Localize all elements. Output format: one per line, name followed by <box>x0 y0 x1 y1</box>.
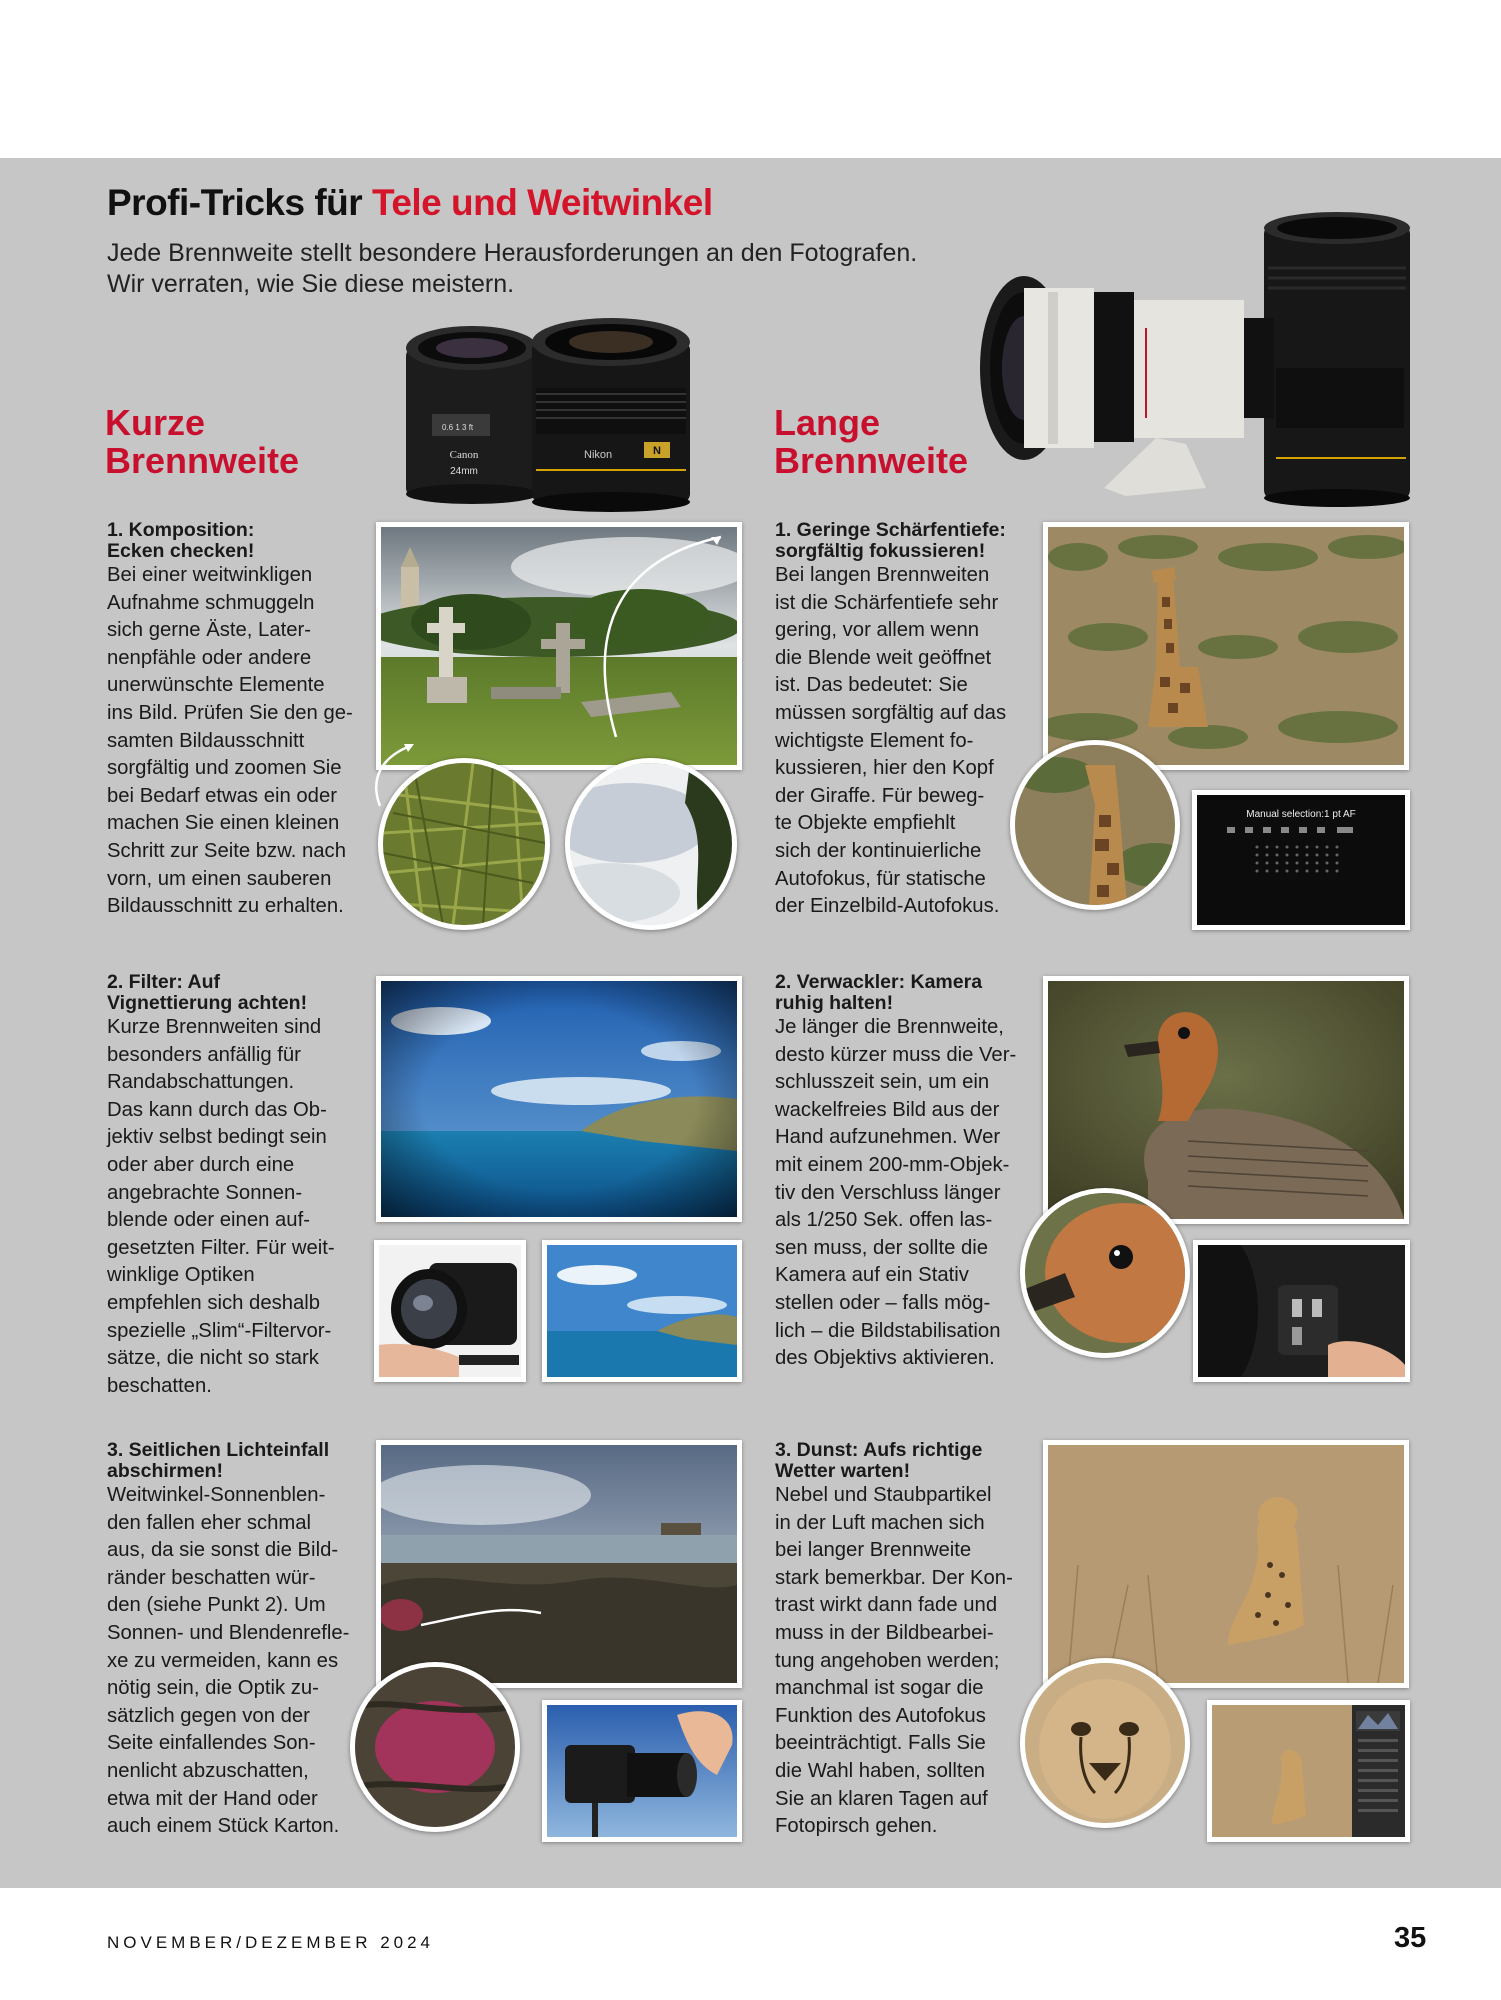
section-heading-short: Kurze Brennweite <box>105 402 300 481</box>
cheetah-face-zoom-circle <box>1020 1658 1190 1828</box>
coast-no-vignette-photo <box>542 1240 742 1382</box>
af-mode-screen <box>1192 790 1410 930</box>
stabilizer-switch-photo <box>1193 1240 1410 1382</box>
coast-vignette-photo <box>376 976 742 1222</box>
tip-right-1: 1. Geringe Schärfentiefe: sorgfältig fokussieren! Bei langen Brennweiten ist die Schärfentiefe sehr gering, vor allem wenn die Blende weit geöffnet ist. Das bedeutet: Sie müssen sorgfältig auf das wichtigste Element fo- kussieren, hier den Kopf der Giraffe. Für beweg- te Objekte empfiehlt sich der kontinuierliche Autofokus, für statische der Einzelbild-Autofokus. <box>775 519 1007 918</box>
cheetah-photo <box>1043 1440 1409 1688</box>
hand-shading-photo <box>542 1700 742 1842</box>
tip-left-3: 3. Seitlichen Lichteinfall abschirmen! Weitwinkel-Sonnenblen- den fallen eher schmal aus, da sie sonst die Bild- ränder beschatten wür- den (siehe Punkt 2). Um Sonnen- und Blendenrefle- xe zu vermeiden, kann es nötig sein, die Optik zu- sätzlich gegen von der Seite einfallendes Son- nenlicht abzuschatten, etwa mit der Hand oder auch einem Stück Karton. <box>107 1439 350 1838</box>
lightroom-screenshot <box>1207 1700 1410 1842</box>
camera-filter-photo <box>374 1240 526 1382</box>
tip-right-3: 3. Dunst: Aufs richtige Wetter warten! Nebel und Staubpartikel in der Luft machen sich bei langer Brennweite stark bemerkbar. Der Kon- trast wirkt dann fade und muss in der Bildbearbei- tung angehoben werden; manchmal ist sogar die Funktion des Autofokus beeinträchtigt. Falls Sie die Wahl haben, sollten Sie an klaren Tagen auf Fotopirsch gehen. <box>775 1439 1013 1838</box>
rocky-beach-photo <box>376 1440 742 1688</box>
canon-focal-text: 24mm <box>450 466 478 477</box>
page-number: 35 <box>1394 1922 1427 1954</box>
af-screen-label: Manual selection:1 pt AF <box>1246 809 1356 820</box>
flare-zoom-circle <box>350 1662 520 1832</box>
tip-left-1: 1. Komposition: Ecken checken! Bei einer weitwinkligen Aufnahme schmuggeln sich gerne Äste, Later- nenpfähle oder andere unerwünschte Elemente ins Bild. Prüfen Sie den ge- samten Bildausschnitt sorgfältig und zoomen Sie bei Bedarf etwas ein oder machen Sie einen kleinen Schritt zur Seite bzw. nach vorn, um einen sauberen Bildausschnitt zu erhalten. <box>107 519 353 918</box>
sky-branch-zoom-circle <box>565 758 737 930</box>
giraffe-photo <box>1043 522 1409 770</box>
tip-right-2: 2. Verwackler: Kamera ruhig halten! Je länger die Brennweite, desto kürzer muss die Ver- schlusszeit sein, um ein wackelfreies Bild aus der Hand aufzunehmen. Wer mit einem 200-mm-Objek- tiv den Verschluss länger als 1/250 Sek. offen las- sen muss, der sollte die Kamera auf ein Stativ stellen oder – falls mög- lich – die Bildstabilisation des Objektivs aktivieren. <box>775 971 1017 1370</box>
giraffe-head-zoom-circle <box>1010 740 1180 910</box>
goose-head-zoom-circle <box>1020 1188 1190 1358</box>
section-heading-long: Lange Brennweite <box>774 402 969 481</box>
issue-date: NOVEMBER/DEZEMBER 2024 <box>107 1933 435 1952</box>
goose-photo <box>1043 976 1409 1224</box>
telephoto-lenses-image <box>976 208 1416 508</box>
nikon-brand-text: Nikon <box>584 449 613 461</box>
svg-text:0.6 1 3 ft: 0.6 1 3 ft <box>442 423 474 432</box>
tip-left-2: 2. Filter: Auf Vignettierung achten! Kurze Brennweiten sind besonders anfällig für Randabschattungen. Das kann durch das Ob- jektiv selbst bedingt sein oder aber durch eine angebrachte Sonnen- blende oder einen auf- gesetzten Filter. Für weit- winklige Optiken empfehlen sich deshalb spezielle „Slim“-Filtervor- sätze, die nicht so stark beschatten. <box>107 971 335 1397</box>
zoom-arrow-left <box>362 740 422 810</box>
wide-angle-lenses-image <box>404 318 694 512</box>
svg-text:N: N <box>653 445 661 457</box>
canon-brand-text: Canon <box>449 449 479 461</box>
intro-text: Jede Brennweite stellt besondere Herausforderungen an den Fotografen. Wir verraten, wie Sie diese meistern. <box>107 239 918 298</box>
cemetery-photo <box>376 522 742 770</box>
page-title: Profi-Tricks für Tele und Weitwinkel <box>107 182 713 223</box>
